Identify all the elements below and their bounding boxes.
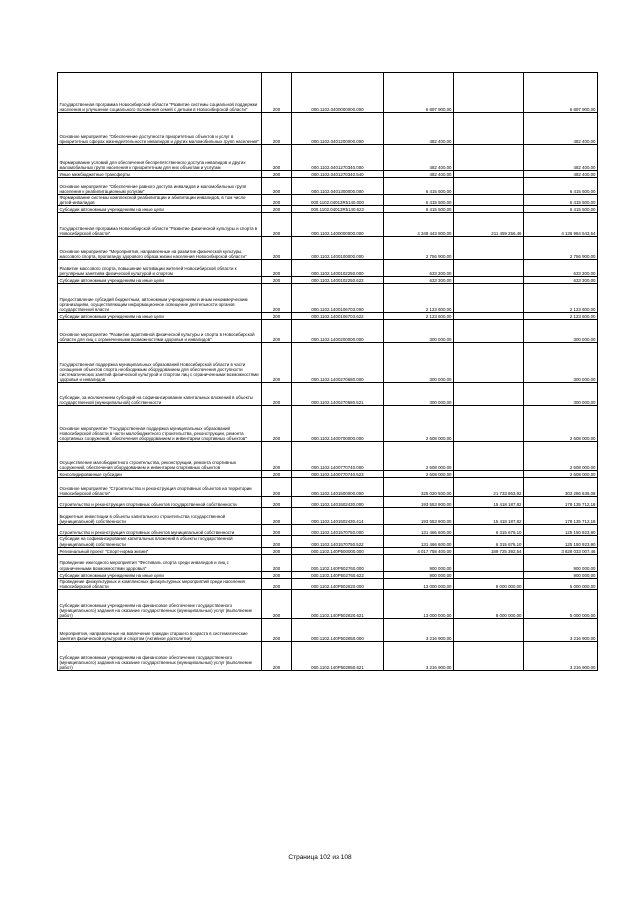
executed-amount-cell: [454, 442, 524, 471]
table-row: [58, 145, 598, 171]
remaining-amount-cell: 5 000 000,00: [524, 590, 598, 619]
executed-amount-cell: [454, 178, 524, 195]
approved-amount-cell: 2 608 000,00: [384, 442, 454, 471]
remaining-amount-cell: 2 608 000,00: [524, 442, 598, 471]
admin-code-cell: 200: [262, 406, 292, 442]
table-row: [58, 478, 598, 497]
budget-code-cell: 000.1102.1400102250.622: [292, 277, 384, 284]
budget-code-cell: 000.1102.1400770740.523: [292, 471, 384, 478]
remaining-amount-cell: 633 300,00: [524, 260, 598, 277]
budget-code-cell: 000.1102.04013R5140.000: [292, 195, 384, 206]
budget-code-cell: 000.1102.1400106703.622: [292, 313, 384, 320]
admin-code-cell: 200: [262, 277, 292, 284]
executed-amount-cell: [454, 195, 524, 206]
remaining-amount-cell: 5 000 000,00: [524, 578, 598, 589]
executed-amount-cell: [454, 320, 524, 343]
table-row: [58, 320, 598, 343]
approved-amount-cell: 482 400,00: [384, 113, 454, 145]
budget-code-cell: 000.1102.140P502760.622: [292, 571, 384, 578]
budget-code-cell: 000.1102.140P502850.621: [292, 642, 384, 671]
remaining-amount-cell: 6 415 500,00: [524, 178, 598, 195]
admin-code-cell: 200: [262, 497, 292, 508]
table-row: [58, 277, 598, 284]
row-name-cell: Государственная поддержка муниципальных образований Новосибирской области в части оснащения объектов спорта необходимым оборудованием для обеспечения доступности систематических занятий физической культурой и спортом лиц с ограниченными возможностями здоровья и инвалидов: [58, 343, 262, 383]
remaining-amount-cell: 303 286 636,08: [524, 478, 598, 497]
budget-code-cell: 000.1102.04013R5140.622: [292, 206, 384, 213]
admin-code-cell: 200: [262, 642, 292, 671]
admin-code-cell: 200: [262, 178, 292, 195]
row-name-cell: Основное мероприятие "Государственная поддержка муниципальных образований Новосибирской области в части малобюджетного строительства, реконструкции, ремонта спортивных сооружений, обеспечения оборудованием и инвентарем спортивных объектов": [58, 406, 262, 442]
remaining-amount-cell: 3 216 900,00: [524, 619, 598, 642]
row-name-cell: Развитие массового спорта, повышение мотивации жителей Новосибирской области к регулярным занятиям физической культурой и спортом: [58, 260, 262, 277]
executed-amount-cell: [454, 237, 524, 260]
executed-amount-cell: [454, 73, 524, 113]
approved-amount-cell: 3 216 900,00: [384, 642, 454, 671]
executed-amount-cell: 211 459 256,46: [454, 213, 524, 237]
table-row: [58, 536, 598, 547]
budget-code-cell: 000.1102.0400000000.000: [292, 73, 384, 113]
remaining-amount-cell: 125 150 923,90: [524, 525, 598, 536]
remaining-amount-cell: 900 000,00: [524, 554, 598, 571]
approved-amount-cell: 2 123 600,00: [384, 284, 454, 313]
executed-amount-cell: 6 315 676,10: [454, 525, 524, 536]
row-name-cell: Формирование условий для обеспечения беспрепятственного доступа инвалидов и других маломобильных групп населения к приоритетным для них объектам и услугам: [58, 145, 262, 171]
budget-code-cell: 000.1102.1400770740.000: [292, 442, 384, 471]
remaining-amount-cell: 633 300,00: [524, 277, 598, 284]
executed-amount-cell: [454, 171, 524, 178]
row-name-cell: Формирование системы комплексной реабилитации и абилитации инвалидов, в том числе детей-инвалидов: [58, 195, 262, 206]
budget-code-cell: 000.1102.1400700000.000: [292, 406, 384, 442]
row-name-cell: Основное мероприятие "Мероприятия, направленные на развитие физической культуры, массового спорта, пропаганду здорового образа жизни населения Новосибирской области": [58, 237, 262, 260]
approved-amount-cell: 4 348 443 800,00: [384, 213, 454, 237]
executed-amount-cell: [454, 145, 524, 171]
executed-amount-cell: 8 000 000,00: [454, 590, 524, 619]
admin-code-cell: 200: [262, 471, 292, 478]
approved-amount-cell: 300 000,00: [384, 343, 454, 383]
budget-code-cell: 000.1102.1400000000.000: [292, 213, 384, 237]
budget-code-cell: 000.1102.1400106703.000: [292, 284, 384, 313]
row-name-cell: Строительство и реконструкция спортивных объектов муниципальной собственности: [58, 525, 262, 536]
remaining-amount-cell: 178 135 712,18: [524, 497, 598, 508]
executed-amount-cell: 15 418 187,82: [454, 508, 524, 525]
remaining-amount-cell: 125 150 923,90: [524, 536, 598, 547]
approved-amount-cell: 131 466 600,00: [384, 525, 454, 536]
executed-amount-cell: [454, 642, 524, 671]
admin-code-cell: 200: [262, 145, 292, 171]
budget-code-cell: 000.1102.1400200000.000: [292, 320, 384, 343]
remaining-amount-cell: 178 135 712,18: [524, 508, 598, 525]
row-name-cell: Основное мероприятие "Обеспечение доступности приоритетных объектов и услуг в приоритетных сферах жизнедеятельности инвалидов и других маломобильных групп населения": [58, 113, 262, 145]
executed-amount-cell: 8 000 000,00: [454, 578, 524, 589]
table-row: [58, 590, 598, 619]
table-row: [58, 284, 598, 313]
remaining-amount-cell: 2 123 600,00: [524, 313, 598, 320]
executed-amount-cell: [454, 619, 524, 642]
admin-code-cell: 200: [262, 442, 292, 471]
executed-amount-cell: 21 733 863,92: [454, 478, 524, 497]
row-name-cell: Субсидии на софинансирование капитальных вложений в объекты государственной (муниципальной) собственности: [58, 536, 262, 547]
approved-amount-cell: 2 756 900,00: [384, 237, 454, 260]
approved-amount-cell: 2 123 600,00: [384, 313, 454, 320]
executed-amount-cell: [454, 206, 524, 213]
table-row: [58, 471, 598, 478]
executed-amount-cell: 6 315 676,10: [454, 536, 524, 547]
remaining-amount-cell: 3 216 900,00: [524, 642, 598, 671]
table-row: [58, 508, 598, 525]
admin-code-cell: 200: [262, 213, 292, 237]
row-name-cell: Основное мероприятие "Развитие адаптивной физической культуры и спорта в Новосибирской области для лиц с ограниченными возможностями здоровья и инвалидов": [58, 320, 262, 343]
approved-amount-cell: 633 300,00: [384, 260, 454, 277]
approved-amount-cell: 300 000,00: [384, 320, 454, 343]
approved-amount-cell: 193 553 900,00: [384, 508, 454, 525]
row-name-cell: Иные межбюджетные трансферты: [58, 171, 262, 178]
approved-amount-cell: 13 000 000,00: [384, 590, 454, 619]
budget-code-cell: 000.1102.1400270680.521: [292, 383, 384, 406]
table-row: [58, 571, 598, 578]
executed-amount-cell: [454, 471, 524, 478]
remaining-amount-cell: 2 608 000,00: [524, 471, 598, 478]
approved-amount-cell: 2 608 000,00: [384, 406, 454, 442]
budget-code-cell: 000.1102.0401270340.540: [292, 171, 384, 178]
approved-amount-cell: 325 020 500,00: [384, 478, 454, 497]
row-name-cell: Государственная программа Новосибирской области "Развитие физической культуры и спорта в Новосибирской области": [58, 213, 262, 237]
executed-amount-cell: [454, 554, 524, 571]
row-name-cell: Субсидии, за исключением субсидий на софинансирование капитальных вложений в объекты государственной (муниципальной) собственности: [58, 383, 262, 406]
budget-table-body: [58, 73, 598, 671]
budget-code-cell: 000.1102.140P502850.000: [292, 619, 384, 642]
admin-code-cell: 200: [262, 590, 292, 619]
remaining-amount-cell: 482 400,00: [524, 145, 598, 171]
executed-amount-cell: 15 418 187,82: [454, 497, 524, 508]
executed-amount-cell: [454, 113, 524, 145]
remaining-amount-cell: 2 123 600,00: [524, 284, 598, 313]
row-name-cell: Государственная программа Новосибирской области "Развитие системы социальной поддержки населения и улучшение социального положения семей с детьми в Новосибирской области": [58, 73, 262, 113]
executed-amount-cell: [454, 383, 524, 406]
admin-code-cell: 200: [262, 343, 292, 383]
remaining-amount-cell: 300 000,00: [524, 320, 598, 343]
row-name-cell: Региональный проект "Спорт-норма жизни": [58, 547, 262, 554]
admin-code-cell: 200: [262, 113, 292, 145]
admin-code-cell: 200: [262, 195, 292, 206]
row-name-cell: Строительство и реконструкция спортивных объектов государственной собственности: [58, 497, 262, 508]
executed-amount-cell: [454, 571, 524, 578]
admin-code-cell: 200: [262, 284, 292, 313]
approved-amount-cell: 13 000 000,00: [384, 578, 454, 589]
approved-amount-cell: 900 000,00: [384, 554, 454, 571]
admin-code-cell: 200: [262, 313, 292, 320]
budget-table: [57, 72, 598, 671]
approved-amount-cell: 6 415 500,00: [384, 178, 454, 195]
admin-code-cell: 200: [262, 536, 292, 547]
budget-code-cell: 000.1102.1401502430.414: [292, 508, 384, 525]
table-row: [58, 383, 598, 406]
row-name-cell: Мероприятия, направленные на вовлечение граждан старшего возраста в систематические занятия физической культурой и спортом (Активное долголетие): [58, 619, 262, 642]
budget-code-cell: 000.1102.1400270680.000: [292, 343, 384, 383]
table-row: [58, 406, 598, 442]
table-row: [58, 73, 598, 113]
table-row: [58, 497, 598, 508]
table-row: [58, 260, 598, 277]
approved-amount-cell: 193 553 900,00: [384, 497, 454, 508]
admin-code-cell: 200: [262, 571, 292, 578]
row-name-cell: Проведение ежегодного мероприятия "Фестиваль спорта среди инвалидов и лиц с ограниченными возможностями здоровья": [58, 554, 262, 571]
row-name-cell: Осуществление малобюджетного строительства, реконструкции, ремонта спортивных сооружений, обеспечения оборудованием и инвентарем спортивных объектов: [58, 442, 262, 471]
admin-code-cell: 200: [262, 320, 292, 343]
approved-amount-cell: 6 415 500,00: [384, 195, 454, 206]
admin-code-cell: 200: [262, 578, 292, 589]
admin-code-cell: 200: [262, 525, 292, 536]
approved-amount-cell: 900 000,00: [384, 571, 454, 578]
row-name-cell: Проведение физкультурных и комплексных физкультурных мероприятий среди населения Новосибирской области: [58, 578, 262, 589]
executed-amount-cell: [454, 260, 524, 277]
row-name-cell: Субсидии автономным учреждениям на финансовое обеспечение государственного (муниципального) задания на оказание государственных (муниципальных) услуг (выполнение работ): [58, 642, 262, 671]
remaining-amount-cell: 300 000,00: [524, 343, 598, 383]
executed-amount-cell: [454, 313, 524, 320]
admin-code-cell: 200: [262, 237, 292, 260]
executed-amount-cell: [454, 343, 524, 383]
remaining-amount-cell: 6 415 500,00: [524, 206, 598, 213]
row-name-cell: Субсидии автономным учреждениям на иные цели: [58, 313, 262, 320]
remaining-amount-cell: 900 000,00: [524, 571, 598, 578]
remaining-amount-cell: 6 415 500,00: [524, 195, 598, 206]
approved-amount-cell: 3 216 900,00: [384, 619, 454, 642]
approved-amount-cell: 6 897 900,00: [384, 73, 454, 113]
budget-code-cell: 000.1102.1401570750.000: [292, 525, 384, 536]
budget-code-cell: 000.1102.140P502820.621: [292, 590, 384, 619]
budget-code-cell: 000.1102.1400100000.000: [292, 237, 384, 260]
row-name-cell: Основное мероприятие "Обеспечение равного доступа инвалидов и маломобильных групп населения к реабилитационным услугам": [58, 178, 262, 195]
page-number: Страница 102 из 108: [288, 854, 352, 861]
table-row: [58, 213, 598, 237]
executed-amount-cell: [454, 284, 524, 313]
budget-code-cell: 000.1102.0401270340.000: [292, 145, 384, 171]
approved-amount-cell: 131 466 600,00: [384, 536, 454, 547]
budget-code-cell: 000.1102.140P500000.000: [292, 547, 384, 554]
table-row: [58, 578, 598, 589]
executed-amount-cell: [454, 277, 524, 284]
admin-code-cell: 200: [262, 206, 292, 213]
admin-code-cell: 200: [262, 619, 292, 642]
approved-amount-cell: 300 000,00: [384, 383, 454, 406]
remaining-amount-cell: 482 400,00: [524, 171, 598, 178]
table-row: [58, 113, 598, 145]
row-name-cell: Субсидии автономным учреждениям на иные цели: [58, 277, 262, 284]
admin-code-cell: 200: [262, 383, 292, 406]
approved-amount-cell: 6 415 500,00: [384, 206, 454, 213]
table-row: [58, 206, 598, 213]
remaining-amount-cell: 482 400,00: [524, 113, 598, 145]
table-row: [58, 554, 598, 571]
approved-amount-cell: 2 608 000,00: [384, 471, 454, 478]
table-row: [58, 442, 598, 471]
remaining-amount-cell: 6 897 900,00: [524, 73, 598, 113]
budget-code-cell: 000.1102.1400102250.000: [292, 260, 384, 277]
row-name-cell: Консолидированные субсидии: [58, 471, 262, 478]
admin-code-cell: 200: [262, 73, 292, 113]
budget-code-cell: 000.1102.1401502430.000: [292, 497, 384, 508]
table-row: [58, 195, 598, 206]
admin-code-cell: 200: [262, 547, 292, 554]
budget-code-cell: 000.1102.0401200000.000: [292, 113, 384, 145]
table-row: [58, 547, 598, 554]
remaining-amount-cell: 2 756 900,00: [524, 237, 598, 260]
admin-code-cell: 200: [262, 260, 292, 277]
admin-code-cell: 200: [262, 478, 292, 497]
row-name-cell: Основное мероприятие "Строительство и реконструкция спортивных объектов на территории Новосибирской области": [58, 478, 262, 497]
table-row: [58, 343, 598, 383]
table-row: [58, 525, 598, 536]
table-row: [58, 619, 598, 642]
row-name-cell: Субсидии автономным учреждениям на финансовое обеспечение государственного (муниципального) задания на оказание государственных (муниципальных) услуг (выполнение работ): [58, 590, 262, 619]
budget-code-cell: 000.1102.1401570750.522: [292, 536, 384, 547]
budget-sheet: [57, 72, 596, 809]
budget-code-cell: 000.1102.140P502820.000: [292, 578, 384, 589]
approved-amount-cell: 482 400,00: [384, 171, 454, 178]
table-row: [58, 642, 598, 671]
approved-amount-cell: 482 400,00: [384, 145, 454, 171]
budget-code-cell: 000.1102.0401300000.000: [292, 178, 384, 195]
remaining-amount-cell: 4 136 984 543,54: [524, 213, 598, 237]
remaining-amount-cell: 3 828 033 007,46: [524, 547, 598, 554]
admin-code-cell: 200: [262, 554, 292, 571]
executed-amount-cell: 189 725 392,54: [454, 547, 524, 554]
executed-amount-cell: [454, 406, 524, 442]
row-name-cell: Субсидии автономным учреждениям на иные цели: [58, 206, 262, 213]
table-row: [58, 178, 598, 195]
row-name-cell: Субсидии автономным учреждениям на иные цели: [58, 571, 262, 578]
table-row: [58, 313, 598, 320]
approved-amount-cell: 633 300,00: [384, 277, 454, 284]
admin-code-cell: 200: [262, 508, 292, 525]
table-row: [58, 237, 598, 260]
table-row: [58, 171, 598, 178]
admin-code-cell: 200: [262, 171, 292, 178]
remaining-amount-cell: 300 000,00: [524, 383, 598, 406]
approved-amount-cell: 4 017 758 400,00: [384, 547, 454, 554]
row-name-cell: Предоставление субсидий бюджетным, автономным учреждениям и иным некоммерческим организациям, осуществляющим информационное освещение деятельности органов государственной власти: [58, 284, 262, 313]
budget-code-cell: 000.1102.1401500000.000: [292, 478, 384, 497]
remaining-amount-cell: 2 608 000,00: [524, 406, 598, 442]
row-name-cell: Бюджетные инвестиции в объекты капитального строительства государственной (муниципальной) собственности: [58, 508, 262, 525]
budget-code-cell: 000.1102.140P502760.000: [292, 554, 384, 571]
